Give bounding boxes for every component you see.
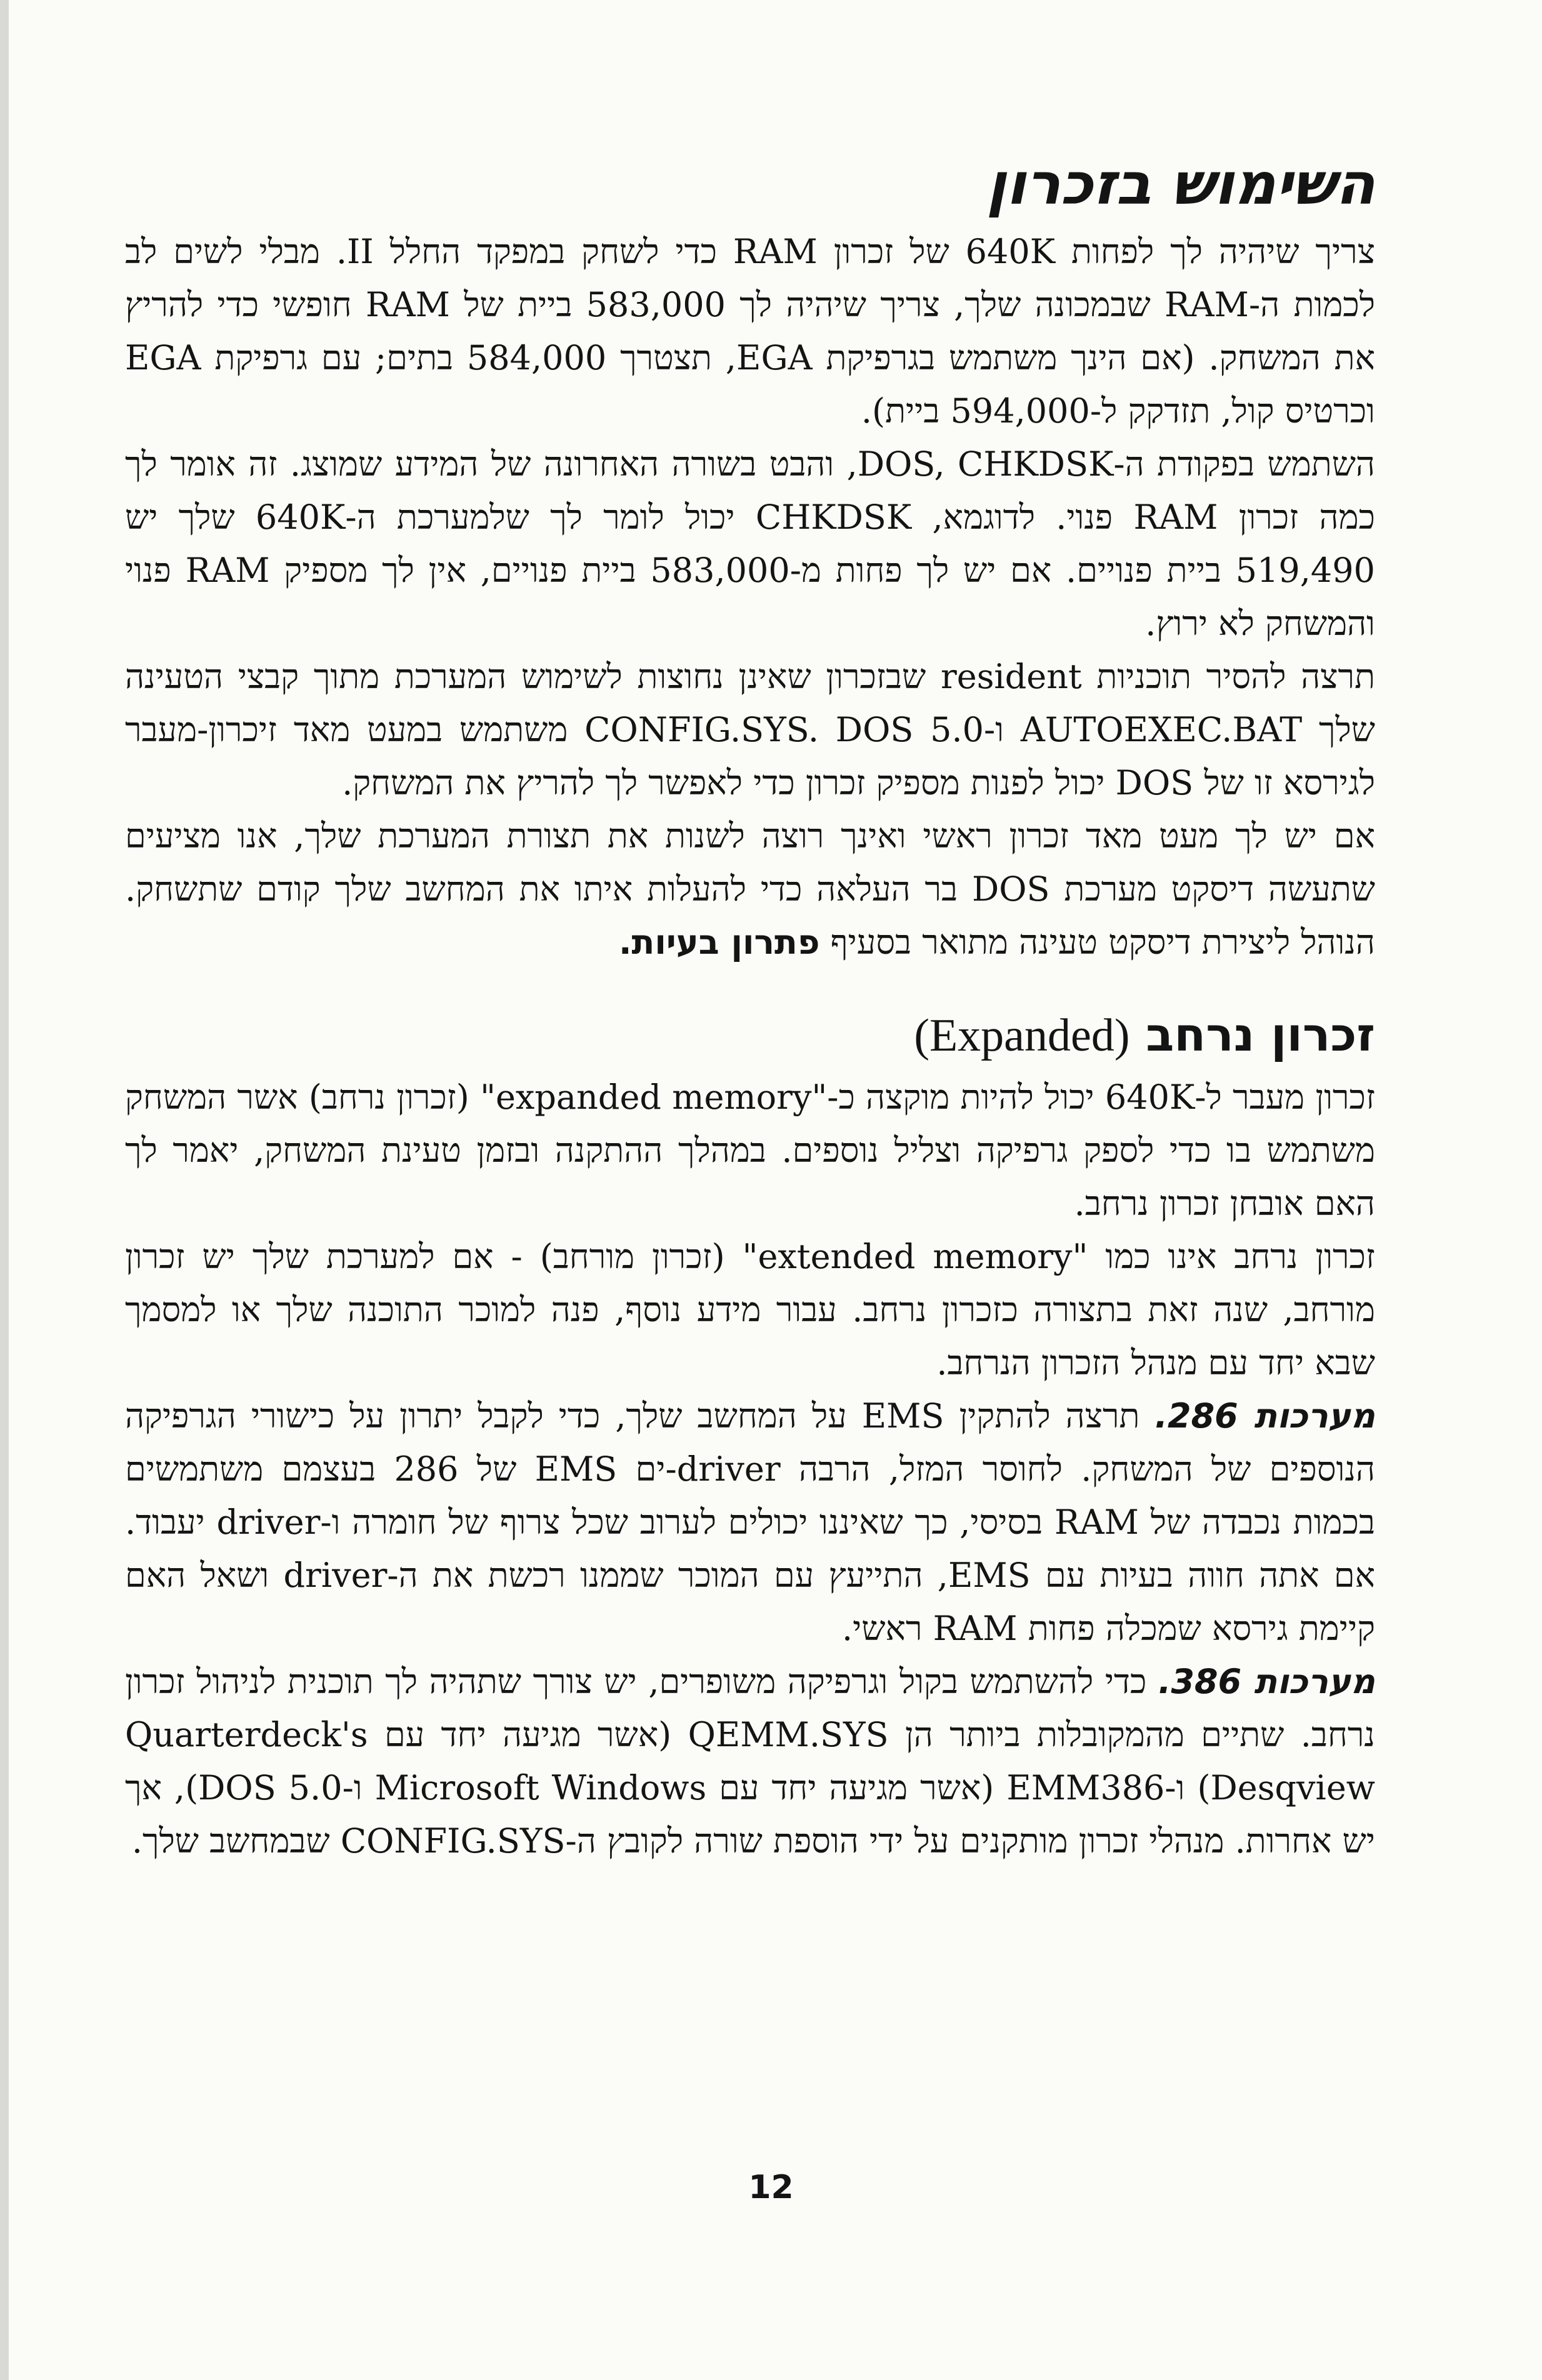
paragraph-extended-vs-expanded: זכרון נרחב אינו כמו "extended memory" (זכרון מורחב) - אם למערכת שלך יש זכרון מורחב, שנה זאת בתצורה כזכרון נרחב. עבור מידע נוסף, פנה למוכר התוכנה שלך או למסמך שבא יחד עם מנהל הזכרון הנרחב. bbox=[125, 1237, 1375, 1382]
page-content bbox=[125, 150, 1375, 1868]
text-286-systems: תרצה להתקין EMS על המחשב שלך, כדי לקבל יתרון על כישורי הגרפיקה הנוספים של המשחק. לחוסר המזל, הרבה driver-ים EMS של 286 בעצמם משתמשים בכמות נכבדה של RAM בסיסי, כך שאיננו יכולים לערוב שכל צרוף של חומרה ו-driver יעבוד. אם אתה חווה בעיות עם EMS, התייעץ עם המוכר שממנו רכשת את ה-driver ושאל האם קיימת גירסא שמכלה פחות RAM ראשי. bbox=[125, 1396, 1376, 1648]
text-386-systems: כדי להשתמש בקול וגרפיקה משופרים, יש צורך שתהיה לך תוכנית לניהול זכרון נרחב. שתיים מהמקובלות ביותר הן QEMM.SYS (אשר מגיעה יחד עם Quarterdeck's Desqview) ו-EMM386 (אשר מגיעה יחד עם Microsoft Windows ו-DOS 5.0), אך יש אחרות. מנהלי זכרון מותקנים על ידי הוספת שורה לקובץ ה-CONFIG.SYS שבמחשב שלך. bbox=[125, 1662, 1376, 1861]
page-number: 12 bbox=[748, 2169, 794, 2206]
paragraph-386-systems bbox=[125, 1655, 1375, 1868]
paragraph-286-systems bbox=[125, 1389, 1375, 1655]
paragraph-chkdsk: השתמש בפקודת ה-DOS, CHKDSK, והבט בשורה האחרונה של המידע שמוצג. זה אומר לך כמה זכרון RAM פנוי. לדוגמא, CHKDSK יכול לומר לך שלמערכת ה-640K שלך יש 519,490 ביית פנויים. אם יש לך פחות מ-583,000 ביית פנויים, אין לך מספיק RAM פנוי והמשחק לא ירוץ. bbox=[125, 444, 1375, 643]
problem-solving-reference: פתרון בעיות. bbox=[618, 922, 820, 962]
paragraph-ram-requirement: צריך שיהיה לך לפחות 640K של זכרון RAM כדי לשחק במפקד החלל II. מבלי לשים לב לכמות ה-RAM שבמכונה שלך, צריך שיהיה לך 583,000 ביית של RAM חופשי כדי להריץ את המשחק. (אם הינך משתמש בגרפיקת EGA, תצטרך 584,000 בתים; עם גרפיקת EGA וכרטיס קול, תזדקק ל-594,000 ביית). bbox=[125, 232, 1375, 431]
page-scan-edge bbox=[0, 0, 9, 2380]
paragraph-expanded-memory: זכרון מעבר ל-640K יכול להיות מוקצה כ-"expanded memory" (זכרון נרחב) אשר המשחק משתמש בו כדי לספק גרפיקה וצליל נוספים. במהלך ההתקנה ובזמן טעינת המשחק, יאמר לך האם אובחן זכרון נרחב. bbox=[125, 1078, 1376, 1223]
paragraph-resident-programs: תרצה להסיר תוכניות resident שבזכרון שאינן נחוצות לשימוש המערכת מתוך קבצי הטעינה שלך AUTOEXEC.BAT ו-CONFIG.SYS. DOS 5.0 משתמש במעט מאד זיכרון-מעבר לגירסא זו של DOS יכול לפנות מספיק זכרון כדי לאפשר לך להריץ את המשחק. bbox=[125, 657, 1376, 802]
expanded-title-note: (Expanded) bbox=[914, 1010, 1130, 1061]
lead-286-systems: מערכות 286. bbox=[1154, 1396, 1375, 1436]
section-title-expanded-memory bbox=[125, 1004, 1375, 1067]
lead-386-systems: מערכות 386. bbox=[1158, 1662, 1375, 1701]
paragraph-boot-disk bbox=[125, 809, 1375, 969]
section-title-memory-usage: השימוש בזכרון bbox=[986, 151, 1375, 218]
boot-disk-text: אם יש לך מעט מאד זכרון ראשי ואינך רוצה לשנות את תצורת המערכת שלך, אנו מציעים שתעשה דיסקט מערכת DOS בר העלאה כדי להעלות איתו את המחשב שלך קודם שתשחק. הנוהל ליצירת דיסקט טעינה מתואר בסעיף bbox=[125, 816, 1376, 962]
expanded-memory-title: זכרון נרחב bbox=[1146, 1008, 1375, 1062]
